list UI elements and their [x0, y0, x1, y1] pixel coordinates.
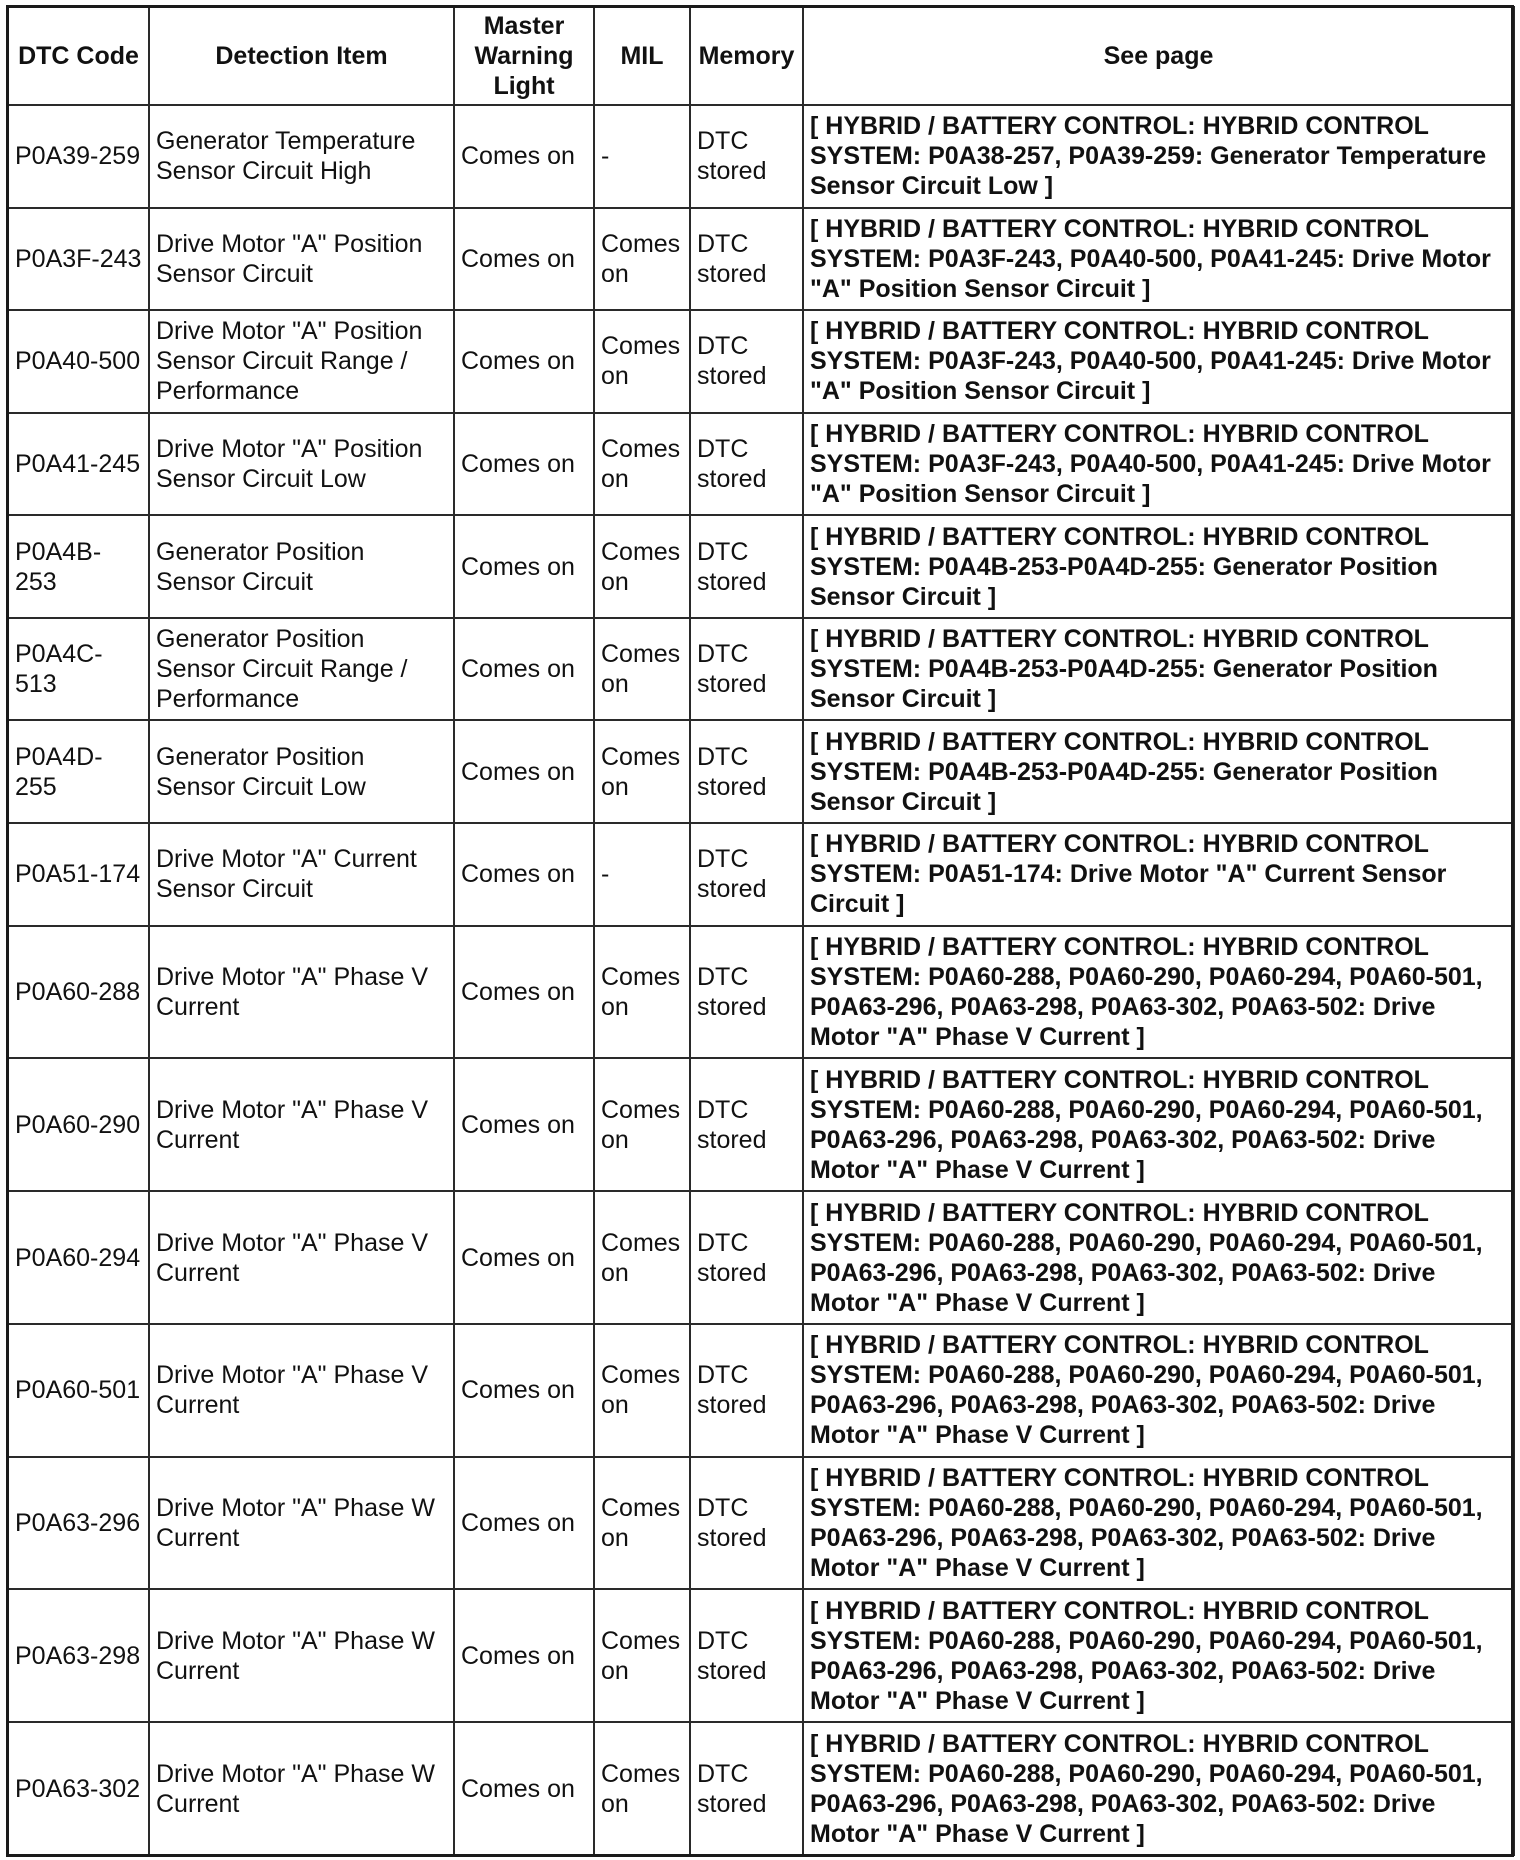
cell-see-page: [ HYBRID / BATTERY CONTROL: HYBRID CONTROL SYSTEM: P0A4B-253-P0A4D-255: Generator Position Sensor Circuit ] — [803, 515, 1514, 618]
table-row — [8, 1457, 1514, 1590]
cell-dtc-code: P0A63-298 — [8, 1589, 149, 1722]
cell-dtc-code: P0A41-245 — [8, 413, 149, 516]
cell-mil: Comes on — [594, 1457, 690, 1590]
cell-detection-item: Drive Motor "A" Phase V Current — [149, 1058, 454, 1191]
table-row — [8, 720, 1514, 823]
cell-dtc-code: P0A4C-513 — [8, 618, 149, 721]
cell-detection-item: Drive Motor "A" Position Sensor Circuit Low — [149, 413, 454, 516]
cell-dtc-code: P0A51-174 — [8, 823, 149, 926]
cell-memory: DTC stored — [690, 413, 803, 516]
cell-dtc-code: P0A3F-243 — [8, 208, 149, 311]
cell-see-page: [ HYBRID / BATTERY CONTROL: HYBRID CONTROL SYSTEM: P0A60-288, P0A60-290, P0A60-294, P0A60-501, P0A63-296, P0A63-298, P0A63-302, P0A63-502: Drive Motor "A" Phase V Current ] — [803, 1722, 1514, 1855]
cell-mil: Comes on — [594, 1324, 690, 1457]
cell-see-page: [ HYBRID / BATTERY CONTROL: HYBRID CONTROL SYSTEM: P0A4B-253-P0A4D-255: Generator Position Sensor Circuit ] — [803, 618, 1514, 721]
cell-memory: DTC stored — [690, 515, 803, 618]
cell-dtc-code: P0A63-302 — [8, 1722, 149, 1855]
cell-dtc-code: P0A60-294 — [8, 1191, 149, 1324]
cell-dtc-code: P0A40-500 — [8, 310, 149, 413]
cell-see-page: [ HYBRID / BATTERY CONTROL: HYBRID CONTROL SYSTEM: P0A60-288, P0A60-290, P0A60-294, P0A60-501, P0A63-296, P0A63-298, P0A63-302, P0A63-502: Drive Motor "A" Phase V Current ] — [803, 926, 1514, 1059]
header-detection-item: Detection Item — [149, 7, 454, 105]
table-row — [8, 208, 1514, 311]
table-row — [8, 413, 1514, 516]
cell-master-warning-light: Comes on — [454, 1722, 594, 1855]
cell-see-page: [ HYBRID / BATTERY CONTROL: HYBRID CONTROL SYSTEM: P0A60-288, P0A60-290, P0A60-294, P0A60-501, P0A63-296, P0A63-298, P0A63-302, P0A63-502: Drive Motor "A" Phase V Current ] — [803, 1324, 1514, 1457]
table-row — [8, 1324, 1514, 1457]
cell-master-warning-light: Comes on — [454, 926, 594, 1059]
cell-mil: - — [594, 105, 690, 208]
cell-detection-item: Drive Motor "A" Phase W Current — [149, 1722, 454, 1855]
cell-see-page: [ HYBRID / BATTERY CONTROL: HYBRID CONTROL SYSTEM: P0A3F-243, P0A40-500, P0A41-245: Drive Motor "A" Position Sensor Circuit ] — [803, 310, 1514, 413]
cell-detection-item: Generator Position Sensor Circuit Low — [149, 720, 454, 823]
cell-see-page: [ HYBRID / BATTERY CONTROL: HYBRID CONTROL SYSTEM: P0A60-288, P0A60-290, P0A60-294, P0A60-501, P0A63-296, P0A63-298, P0A63-302, P0A63-502: Drive Motor "A" Phase V Current ] — [803, 1058, 1514, 1191]
cell-master-warning-light: Comes on — [454, 1589, 594, 1722]
cell-memory: DTC stored — [690, 1324, 803, 1457]
cell-mil: Comes on — [594, 720, 690, 823]
table-row — [8, 926, 1514, 1059]
cell-detection-item: Drive Motor "A" Position Sensor Circuit Range / Performance — [149, 310, 454, 413]
cell-see-page: [ HYBRID / BATTERY CONTROL: HYBRID CONTROL SYSTEM: P0A3F-243, P0A40-500, P0A41-245: Drive Motor "A" Position Sensor Circuit ] — [803, 413, 1514, 516]
cell-memory: DTC stored — [690, 105, 803, 208]
cell-memory: DTC stored — [690, 720, 803, 823]
header-row — [8, 7, 1514, 105]
cell-see-page: [ HYBRID / BATTERY CONTROL: HYBRID CONTROL SYSTEM: P0A4B-253-P0A4D-255: Generator Position Sensor Circuit ] — [803, 720, 1514, 823]
cell-detection-item: Drive Motor "A" Phase V Current — [149, 1191, 454, 1324]
header-see-page: See page — [803, 7, 1514, 105]
cell-mil: Comes on — [594, 926, 690, 1059]
header-master-warning-light: Master Warning Light — [454, 7, 594, 105]
table-row — [8, 105, 1514, 208]
cell-mil: - — [594, 823, 690, 926]
cell-master-warning-light: Comes on — [454, 105, 594, 208]
table-row — [8, 310, 1514, 413]
table-row — [8, 823, 1514, 926]
cell-detection-item: Drive Motor "A" Current Sensor Circuit — [149, 823, 454, 926]
cell-memory: DTC stored — [690, 1191, 803, 1324]
cell-detection-item: Drive Motor "A" Position Sensor Circuit — [149, 208, 454, 311]
cell-see-page: [ HYBRID / BATTERY CONTROL: HYBRID CONTROL SYSTEM: P0A60-288, P0A60-290, P0A60-294, P0A60-501, P0A63-296, P0A63-298, P0A63-302, P0A63-502: Drive Motor "A" Phase V Current ] — [803, 1457, 1514, 1590]
cell-detection-item: Drive Motor "A" Phase W Current — [149, 1457, 454, 1590]
cell-mil: Comes on — [594, 1058, 690, 1191]
cell-detection-item: Generator Position Sensor Circuit — [149, 515, 454, 618]
cell-memory: DTC stored — [690, 1722, 803, 1855]
header-dtc-code: DTC Code — [8, 7, 149, 105]
cell-memory: DTC stored — [690, 618, 803, 721]
cell-see-page: [ HYBRID / BATTERY CONTROL: HYBRID CONTROL SYSTEM: P0A3F-243, P0A40-500, P0A41-245: Drive Motor "A" Position Sensor Circuit ] — [803, 208, 1514, 311]
cell-master-warning-light: Comes on — [454, 515, 594, 618]
cell-master-warning-light: Comes on — [454, 823, 594, 926]
cell-dtc-code: P0A4D-255 — [8, 720, 149, 823]
table-row — [8, 1722, 1514, 1855]
cell-mil: Comes on — [594, 413, 690, 516]
cell-mil: Comes on — [594, 208, 690, 311]
cell-master-warning-light: Comes on — [454, 310, 594, 413]
cell-master-warning-light: Comes on — [454, 1058, 594, 1191]
cell-master-warning-light: Comes on — [454, 1191, 594, 1324]
table-row — [8, 1589, 1514, 1722]
cell-master-warning-light: Comes on — [454, 1324, 594, 1457]
cell-mil: Comes on — [594, 1589, 690, 1722]
table-row — [8, 1191, 1514, 1324]
table-row — [8, 618, 1514, 721]
cell-see-page: [ HYBRID / BATTERY CONTROL: HYBRID CONTROL SYSTEM: P0A51-174: Drive Motor "A" Current Sensor Circuit ] — [803, 823, 1514, 926]
cell-master-warning-light: Comes on — [454, 720, 594, 823]
dtc-table — [7, 6, 1515, 1856]
cell-detection-item: Drive Motor "A" Phase V Current — [149, 926, 454, 1059]
cell-detection-item: Drive Motor "A" Phase W Current — [149, 1589, 454, 1722]
header-mil: MIL — [594, 7, 690, 105]
cell-master-warning-light: Comes on — [454, 1457, 594, 1590]
cell-memory: DTC stored — [690, 926, 803, 1059]
cell-memory: DTC stored — [690, 310, 803, 413]
cell-dtc-code: P0A60-288 — [8, 926, 149, 1059]
cell-memory: DTC stored — [690, 1457, 803, 1590]
table-row — [8, 1058, 1514, 1191]
cell-mil: Comes on — [594, 310, 690, 413]
cell-dtc-code: P0A4B-253 — [8, 515, 149, 618]
cell-see-page: [ HYBRID / BATTERY CONTROL: HYBRID CONTROL SYSTEM: P0A38-257, P0A39-259: Generator Temperature Sensor Circuit Low ] — [803, 105, 1514, 208]
cell-mil: Comes on — [594, 1191, 690, 1324]
cell-mil: Comes on — [594, 1722, 690, 1855]
cell-see-page: [ HYBRID / BATTERY CONTROL: HYBRID CONTROL SYSTEM: P0A60-288, P0A60-290, P0A60-294, P0A60-501, P0A63-296, P0A63-298, P0A63-302, P0A63-502: Drive Motor "A" Phase V Current ] — [803, 1191, 1514, 1324]
table-row — [8, 515, 1514, 618]
cell-detection-item: Generator Position Sensor Circuit Range / Performance — [149, 618, 454, 721]
cell-master-warning-light: Comes on — [454, 618, 594, 721]
header-memory: Memory — [690, 7, 803, 105]
cell-memory: DTC stored — [690, 1589, 803, 1722]
cell-detection-item: Generator Temperature Sensor Circuit High — [149, 105, 454, 208]
cell-memory: DTC stored — [690, 208, 803, 311]
cell-master-warning-light: Comes on — [454, 413, 594, 516]
cell-mil: Comes on — [594, 618, 690, 721]
cell-mil: Comes on — [594, 515, 690, 618]
table-body — [8, 105, 1514, 1855]
cell-see-page: [ HYBRID / BATTERY CONTROL: HYBRID CONTROL SYSTEM: P0A60-288, P0A60-290, P0A60-294, P0A60-501, P0A63-296, P0A63-298, P0A63-302, P0A63-502: Drive Motor "A" Phase V Current ] — [803, 1589, 1514, 1722]
cell-master-warning-light: Comes on — [454, 208, 594, 311]
cell-dtc-code: P0A39-259 — [8, 105, 149, 208]
cell-detection-item: Drive Motor "A" Phase V Current — [149, 1324, 454, 1457]
cell-dtc-code: P0A60-290 — [8, 1058, 149, 1191]
cell-dtc-code: P0A63-296 — [8, 1457, 149, 1590]
cell-memory: DTC stored — [690, 1058, 803, 1191]
table-header — [8, 7, 1514, 105]
cell-memory: DTC stored — [690, 823, 803, 926]
cell-dtc-code: P0A60-501 — [8, 1324, 149, 1457]
